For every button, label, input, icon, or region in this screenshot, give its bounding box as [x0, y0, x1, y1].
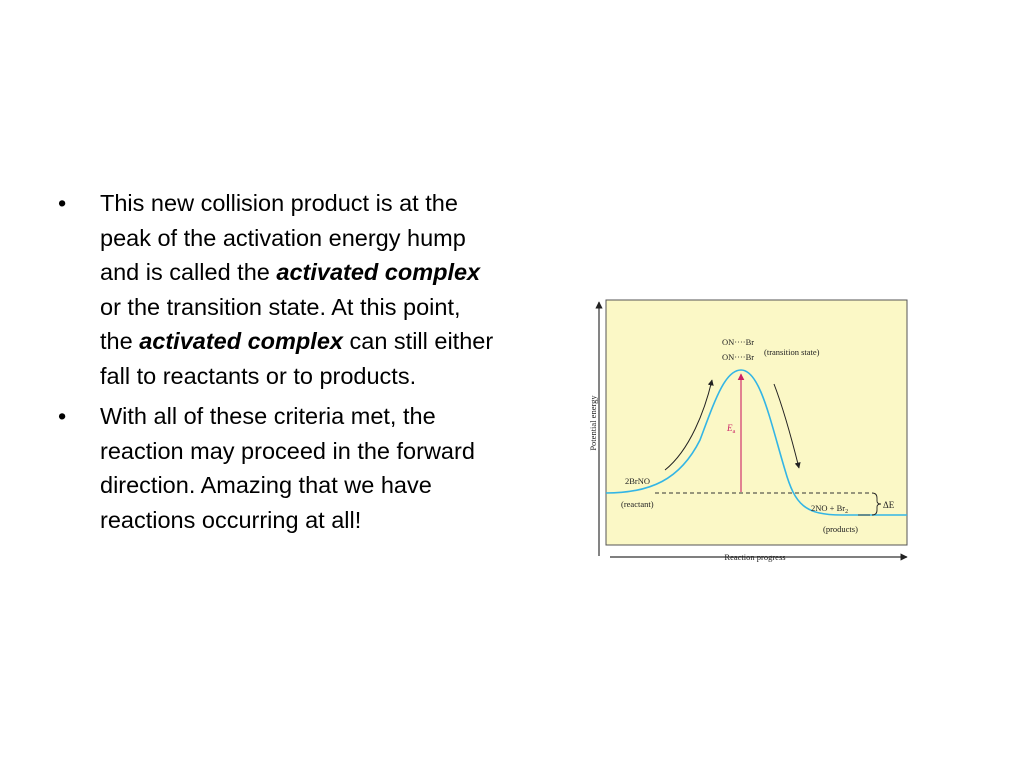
bullet-item-criteria-met	[58, 399, 498, 537]
products-formula: $2NO + Br_2$	[811, 503, 849, 515]
bullet-text: This new collision product is at the peak of the activation energy hump and is called the	[100, 190, 466, 285]
products-label: (products)	[823, 524, 858, 534]
energy-diagram	[578, 296, 913, 564]
emphasis-activated-complex: activated complex	[139, 328, 343, 354]
y-axis-label: Potential energy	[588, 395, 598, 451]
delta-e-label: ΔE	[883, 500, 895, 510]
bullet-item-activated-complex	[58, 186, 498, 393]
activated-complex-line1: ON····Br	[722, 337, 755, 347]
transition-state-label: (transition state)	[764, 347, 820, 357]
bullet-marker: •	[58, 403, 67, 429]
bullet-list	[58, 186, 498, 543]
bullet-marker: •	[58, 190, 67, 216]
reactant-label: (reactant)	[621, 499, 654, 509]
activation-energy-label: $E_a$	[727, 423, 736, 435]
bullet-text: can still either fall to reactants or to products.	[100, 328, 494, 389]
bullet-text: With all of these criteria met, the reaction may proceed in the forward direction. Amazing that we have reactions occurring at all!	[100, 403, 475, 533]
emphasis-activated-complex: activated complex	[276, 259, 481, 285]
activated-complex-line2: ON····Br	[722, 352, 755, 362]
x-axis-label: Reaction progress	[724, 552, 786, 562]
bullet-text: or the transition state. At this point, the	[100, 293, 461, 354]
reactant-formula: 2BrNO	[625, 476, 651, 486]
